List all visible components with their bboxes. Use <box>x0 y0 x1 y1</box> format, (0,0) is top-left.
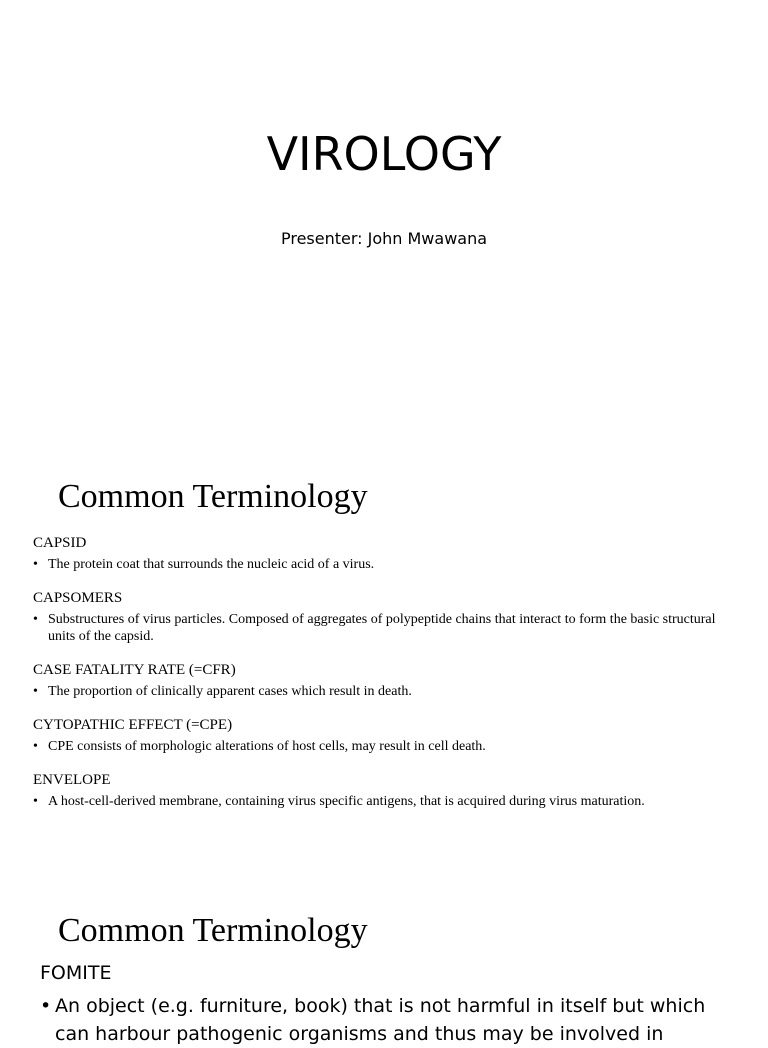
definition-text: CPE consists of morphologic alterations of host cells, may result in cell death. <box>48 739 486 754</box>
term-case-fatality-rate <box>33 661 723 700</box>
term-name: ENVELOPE <box>33 772 111 788</box>
bullet-icon: • <box>33 794 38 809</box>
slide-heading: Common Terminology <box>58 478 368 515</box>
definition-text: An object (e.g. furniture, book) that is not harmful in itself but which can harbour pathogenic organisms and thus may be involved in <box>55 995 706 1045</box>
term-definition <box>33 793 723 810</box>
definition-text: The protein coat that surrounds the nucleic acid of a virus. <box>48 557 375 572</box>
term-cytopathic-effect <box>33 716 723 755</box>
terminology-slide-1 <box>0 440 768 870</box>
term-list <box>33 534 723 826</box>
bullet-icon: • <box>33 739 38 754</box>
term-capsid <box>33 534 723 573</box>
term-definition <box>40 992 745 1048</box>
bullet-icon: • <box>40 995 52 1017</box>
bullet-icon: • <box>33 557 38 572</box>
title-slide <box>0 0 768 440</box>
bullet-icon: • <box>33 612 38 627</box>
term-definition <box>33 738 723 755</box>
definition-text: Substructures of virus particles. Composed of aggregates of polypeptide chains that interact to form the basic structural units of the capsid. <box>48 612 716 644</box>
term-name: CYTOPATHIC EFFECT (=CPE) <box>33 717 233 733</box>
term-definition <box>33 683 723 700</box>
definition-text: The proportion of clinically apparent cases which result in death. <box>48 684 412 699</box>
term-capsomers <box>33 589 723 645</box>
term-name: CAPSID <box>33 535 87 551</box>
term-name: FOMITE <box>40 962 112 984</box>
slide-heading: Common Terminology <box>58 912 368 949</box>
presenter-name: Presenter: John Mwawana <box>280 229 488 248</box>
terminology-slide-2 <box>0 870 768 1045</box>
bullet-icon: • <box>33 684 38 699</box>
term-definition <box>33 611 723 645</box>
term-definition <box>33 556 723 573</box>
definition-text: A host-cell-derived membrane, containing virus specific antigens, that is acquired during virus maturation. <box>48 794 645 809</box>
term-envelope <box>33 771 723 810</box>
term-name: CASE FATALITY RATE (=CFR) <box>33 662 236 678</box>
presentation-title: VIROLOGY <box>266 127 502 181</box>
term-name: CAPSOMERS <box>33 590 123 606</box>
